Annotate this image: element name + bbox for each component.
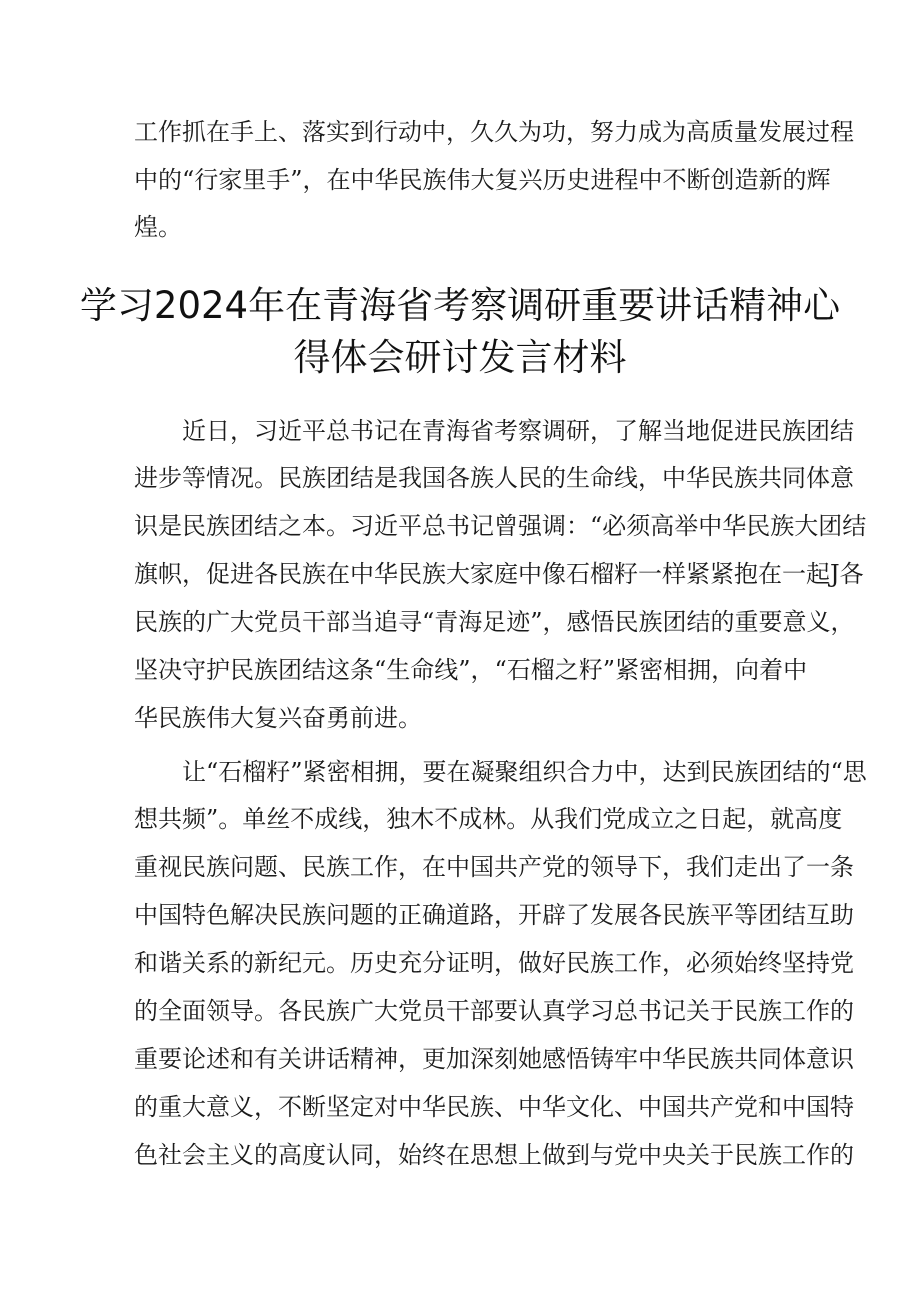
text-line: 的全面领导。各民族广大党员干部要认真学习总书记关于民族工作的 xyxy=(134,997,854,1025)
text-line: 的重大意义，不断坚定对中华民族、中华文化、中国共产党和中国特 xyxy=(134,1093,854,1121)
text-line: 重视民族问题、民族工作，在中国共产党的领导下，我们走出了一条 xyxy=(134,853,854,881)
text-line: 重要论述和有关讲话精神，更加深刻她感悟铸牢中华民族共同体意识 xyxy=(134,1045,854,1073)
text-line: 民族的广大党员干部当追寻“青海足迹”，感悟民族团结的重要意义， xyxy=(134,608,855,636)
text-line: 进步等情况。民族团结是我国各族人民的生命线，中华民族共同体意 xyxy=(134,464,854,492)
text-line: 识是民族团结之本。习近平总书记曾强调：“必须高举中华民族大团结 xyxy=(134,512,867,540)
text-line: 近日，习近平总书记在青海省考察调研，了解当地促进民族团结 xyxy=(182,417,854,445)
text-line: 工作抓在手上、落实到行动中，久久为功，努力成为高质量发展过程 xyxy=(134,118,854,146)
text-line: 华民族伟大复兴奋勇前进。 xyxy=(134,704,422,732)
text-line: 煌。 xyxy=(134,213,182,241)
text-line: 想共频”。单丝不成线，独木不成林。从我们党成立之日起，就高度 xyxy=(134,805,843,833)
text-line: 旗帜，促进各民族在中华民族大家庭中像石榴籽一样紧紧抱在一起J各 xyxy=(134,560,864,588)
text-line: 坚决守护民族团结这条“生命线”，“石榴之籽”紧密相拥，向着中 xyxy=(134,656,808,684)
text-line: 中国特色解决民族问题的正确道路，开辟了发展各民族平等团结互助 xyxy=(134,901,854,929)
text-line: 让“石榴籽”紧密相拥，要在凝聚组织合力中，达到民族团结的“思 xyxy=(182,758,867,786)
text-line: 和谐关系的新纪元。历史充分证明，做好民族工作，必须始终坚持党 xyxy=(134,949,854,977)
text-line: 色社会主义的高度认同，始终在思想上做到与党中央关于民族工作的 xyxy=(134,1141,854,1169)
title-line-2: 得体会研讨发言材料 xyxy=(293,336,627,379)
text-line: 中的“行家里手”，在中华民族伟大复兴历史进程中不断创造新的辉 xyxy=(134,166,831,194)
title-line-1: 学习2024年在青海省考察调研重要讲话精神心 xyxy=(79,284,841,327)
